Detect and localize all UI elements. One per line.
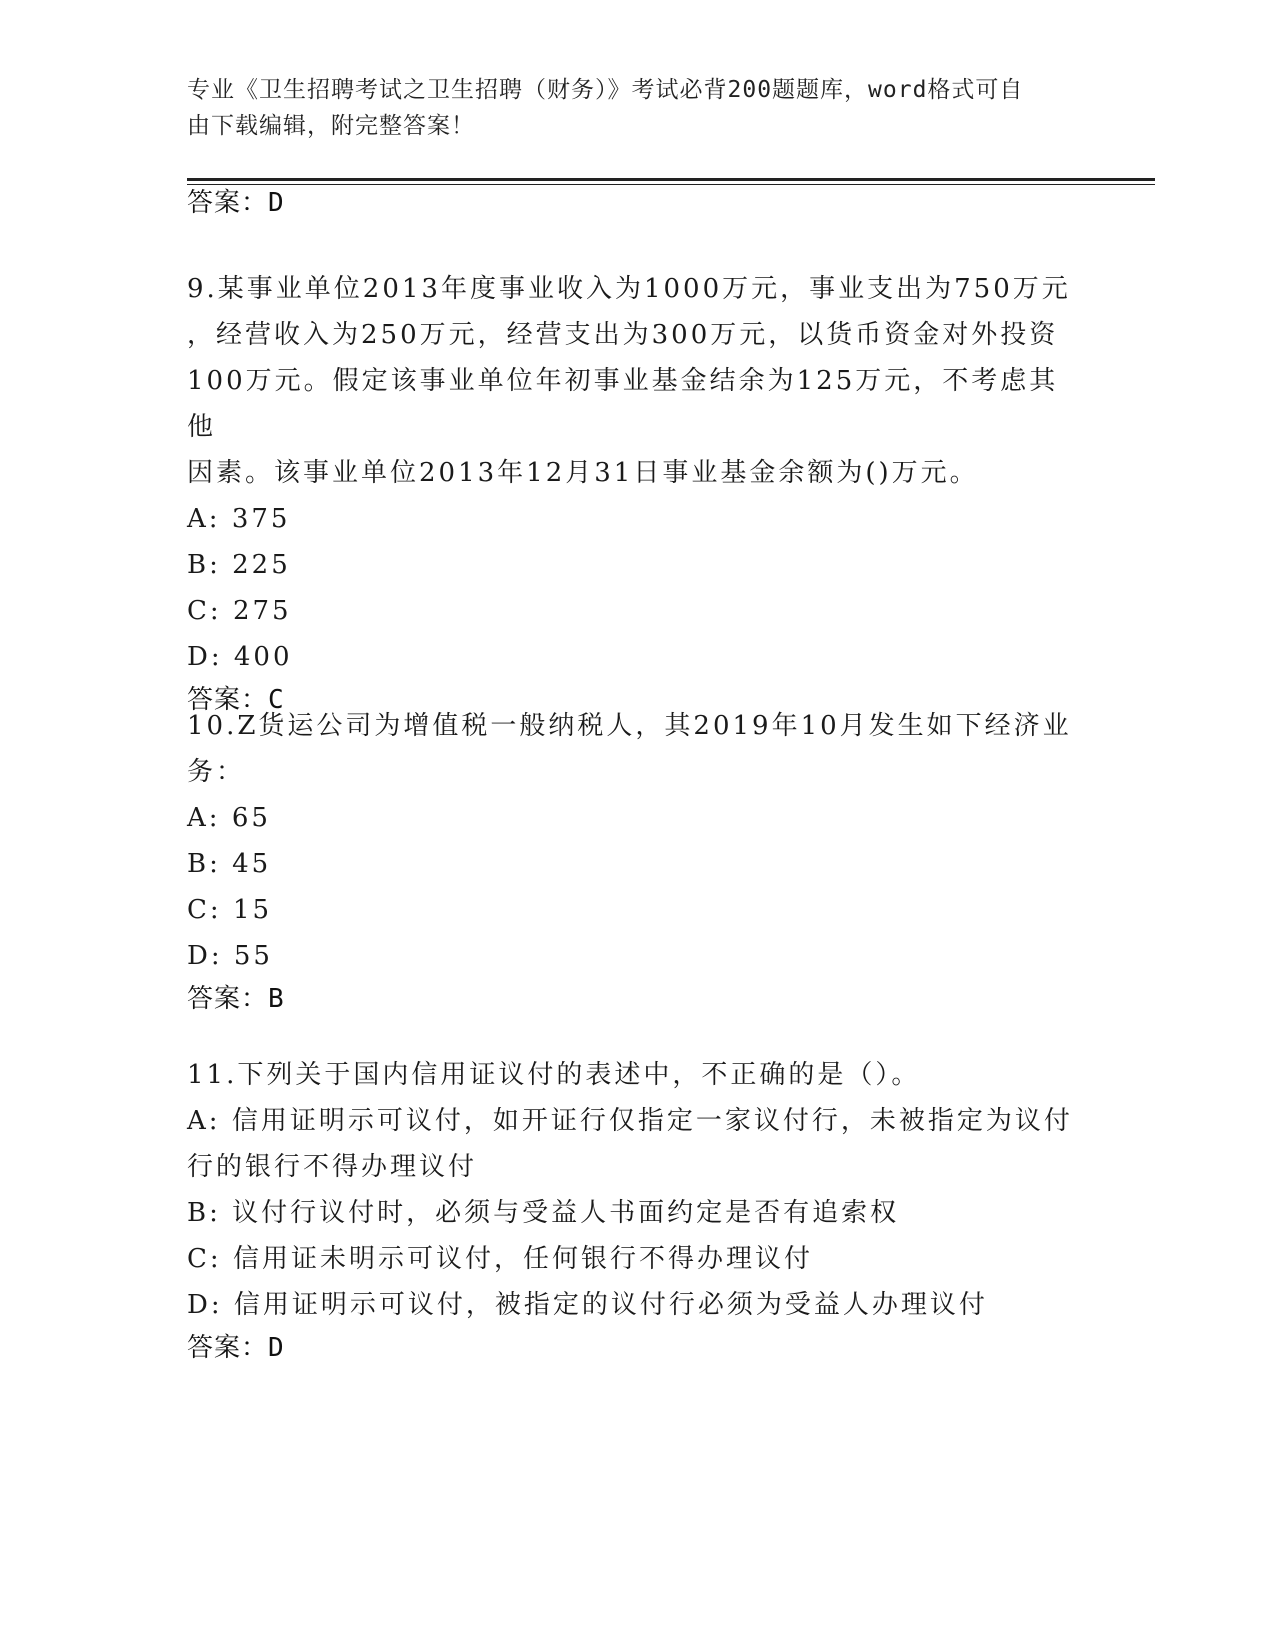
option-a: A: 信用证明示可议付，如开证行仅指定一家议付行，未被指定为议付 xyxy=(187,1106,1073,1136)
header-rule-thick xyxy=(187,178,1155,181)
option-a: A: 375 xyxy=(187,504,291,534)
option-d: D: 400 xyxy=(187,642,293,672)
question-stem-line: ，经营收入为250万元，经营支出为300万元，以货币资金对外投资 xyxy=(187,320,1059,350)
option-a-continued: 行的银行不得办理议付 xyxy=(187,1152,478,1182)
answer-label: 答案：C xyxy=(187,685,285,715)
option-c: C: 275 xyxy=(187,596,292,626)
question-stem-line: 务： xyxy=(187,757,246,787)
option-b: B: 225 xyxy=(187,550,291,580)
option-d: D: 55 xyxy=(187,941,273,971)
header-line-2: 由下载编辑，附完整答案！ xyxy=(187,113,475,139)
answer-label: 答案：B xyxy=(187,984,285,1014)
header-line-1: 专业《卫生招聘考试之卫生招聘（财务）》考试必背200题题库，word格式可自 xyxy=(187,77,1024,103)
question-stem-line: 9.某事业单位2013年度事业收入为1000万元，事业支出为750万元 xyxy=(187,274,1071,304)
question-9 xyxy=(187,266,1087,726)
question-10 xyxy=(187,703,1087,1025)
option-a: A: 65 xyxy=(187,803,271,833)
answer-label: 答案：D xyxy=(187,1333,285,1363)
page-header xyxy=(187,72,1087,144)
option-d: D: 信用证明示可议付，被指定的议付行必须为受益人办理议付 xyxy=(187,1290,988,1320)
question-stem-line: 100万元。假定该事业单位年初事业基金结余为125万元，不考虑其他 xyxy=(187,366,1059,442)
option-b: B: 议付行议付时，必须与受益人书面约定是否有追索权 xyxy=(187,1198,900,1228)
question-stem-line: 因素。该事业单位2013年12月31日事业基金余额为()万元。 xyxy=(187,458,979,488)
question-stem-line: 11.下列关于国内信用证议付的表述中，不正确的是（）。 xyxy=(187,1060,921,1090)
question-11 xyxy=(187,1052,1087,1374)
option-c: C: 信用证未明示可议付，任何银行不得办理议付 xyxy=(187,1244,813,1274)
question-stem-line: 10.Z货运公司为增值税一般纳税人，其2019年10月发生如下经济业 xyxy=(187,711,1072,741)
answer-prev: 答案：D xyxy=(187,188,285,218)
option-b: B: 45 xyxy=(187,849,272,879)
option-c: C: 15 xyxy=(187,895,273,925)
